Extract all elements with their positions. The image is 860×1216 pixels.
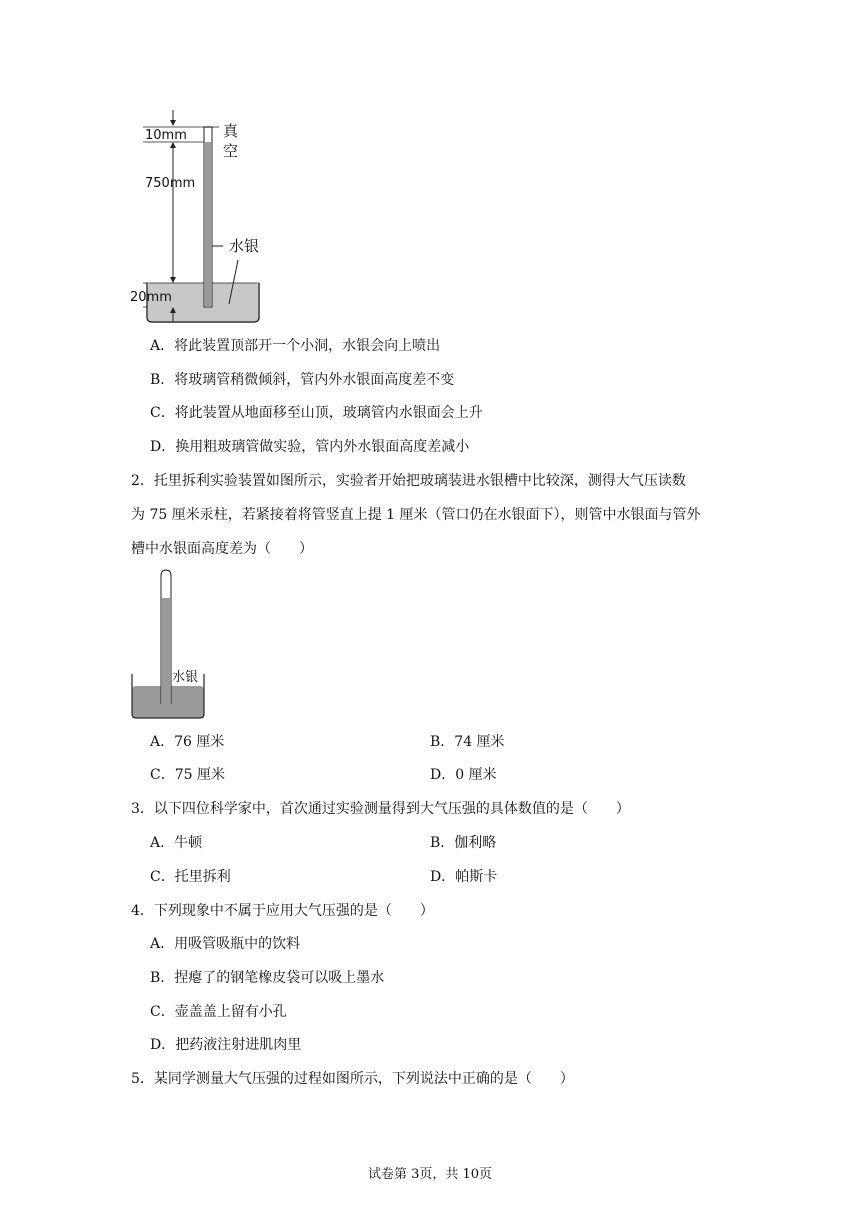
label-vacuum-2: 空 [223, 142, 239, 160]
q4-option-c: C．壶盖盖上留有小孔 [150, 1004, 287, 1020]
q2-stem-line-3: 槽中水银面高度差为（ ） [131, 541, 313, 557]
q3-stem: 3．以下四位科学家中，首次通过实验测量得到大气压强的具体数值的是（ ） [131, 801, 630, 817]
q3-option-b: B．伽利略 [430, 835, 497, 851]
page-footer: 试卷第 3页，共 10页 [367, 1167, 493, 1182]
q3-option-c: C．托里拆利 [150, 869, 231, 885]
q3-option-a: A．牛顿 [150, 835, 203, 851]
torricelli-figure-1 [125, 108, 285, 330]
q2-stem-line-2: 为 75 厘米汞柱，若紧接着将管竖直上提 1 厘米（管口仍在水银面下），则管中水银面与管外 [131, 507, 701, 523]
q2-option-c: C．75 厘米 [150, 767, 225, 783]
q1-option-b: B．将玻璃管稍微倾斜，管内外水银面高度差不变 [150, 372, 455, 388]
q1-option-d: D．换用粗玻璃管做实验，管内外水银面高度差减小 [150, 439, 470, 455]
torricelli-figure-2 [128, 568, 210, 722]
label-20mm: 20mm [130, 290, 172, 305]
q1-option-c: C．将此装置从地面移至山顶，玻璃管内水银面会上升 [150, 405, 483, 421]
q4-option-a: A．用吸管吸瓶中的饮料 [150, 936, 301, 952]
label-vacuum-1: 真 [223, 122, 239, 140]
q3-option-d: D．帕斯卡 [430, 869, 498, 885]
q2-option-a: A．76 厘米 [150, 734, 225, 750]
mercury-column-2 [162, 598, 170, 704]
q1-option-a: A．将此装置顶部开一个小洞，水银会向上喷出 [150, 338, 441, 354]
label-mercury: 水银 [229, 237, 260, 255]
q2-option-d: D．0 厘米 [430, 767, 497, 783]
q4-option-d: D．把药液注射进肌肉里 [150, 1037, 302, 1053]
q4-stem: 4．下列现象中不属于应用大气压强的是（ ） [131, 903, 434, 919]
q2-stem-line-1: 2．托里拆利实验装置如图所示，实验者开始把玻璃装进水银槽中比较深，测得大气压读数 [131, 473, 686, 489]
label-10mm: 10mm [145, 128, 187, 143]
figure2-label-mercury: 水银 [172, 670, 199, 685]
label-750mm: 750mm [145, 176, 196, 191]
q2-option-b: B．74 厘米 [430, 734, 505, 750]
q4-option-b: B．捏瘪了的钢笔橡皮袋可以吸上墨水 [150, 970, 385, 986]
mercury-column [205, 142, 211, 306]
q5-stem: 5．某同学测量大气压强的过程如图所示，下列说法中正确的是（ ） [131, 1071, 574, 1087]
